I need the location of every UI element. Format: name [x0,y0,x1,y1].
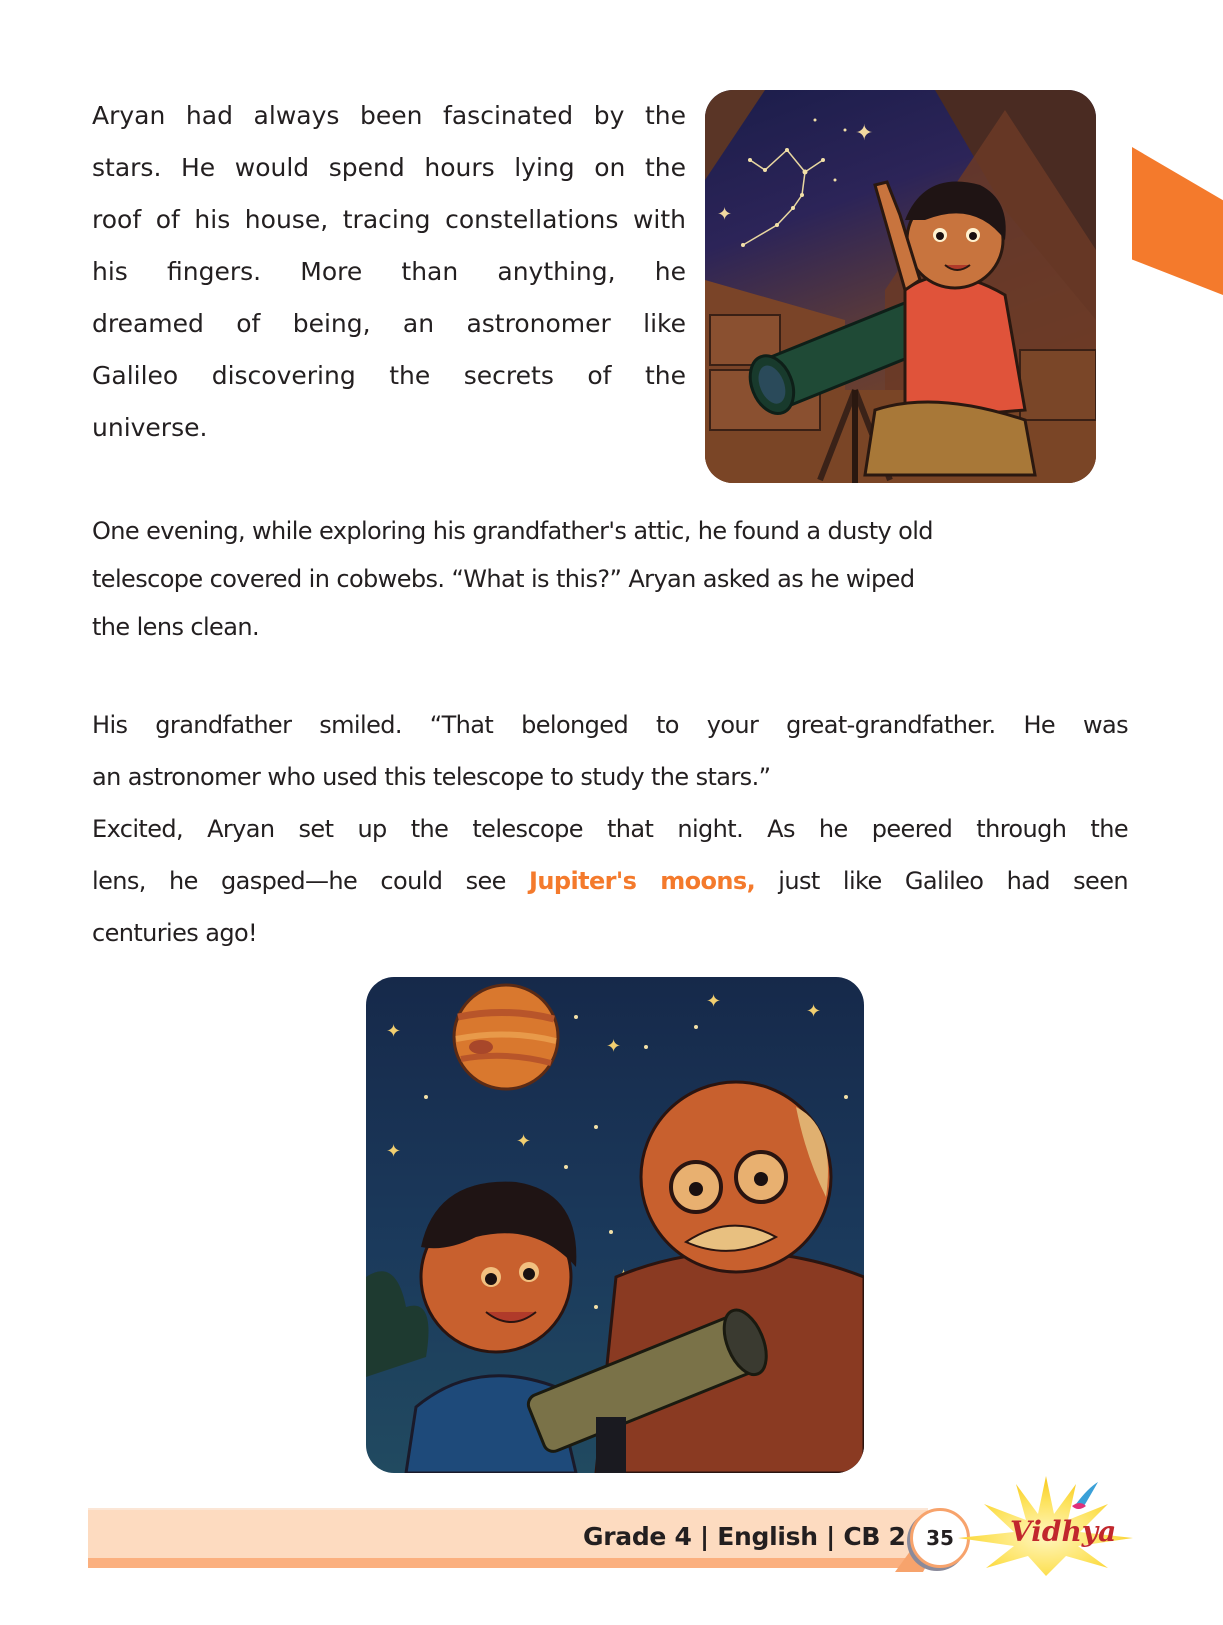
svg-text:✦: ✦ [516,1131,532,1152]
svg-text:✦: ✦ [606,1036,622,1057]
text-line: his fingers. More than anything, he [92,257,686,286]
text-line: One evening, while exploring his grandfather's attic, he found a dusty old [92,517,933,545]
text-line: Galileo discovering the secrets of the [92,361,686,390]
text-line: an astronomer who used this telescope to study the stars.” [92,763,771,791]
text-line [92,866,1128,896]
text-line: roof of his house, tracing constellations with [92,205,686,234]
text-line: telescope covered in cobwebs. “What is this?” Aryan asked as he wiped [92,565,915,593]
svg-text:✦: ✦ [717,204,733,225]
illustration-attic [705,90,1096,483]
attic-scene-icon [705,90,1096,483]
chapter-tab-marker [1132,147,1223,295]
svg-text:✦: ✦ [706,991,722,1012]
footer-bar-stripe [88,1558,928,1568]
text-line: Excited, Aryan set up the telescope that night. As he peered through the [92,815,1128,843]
illustration-night-sky [366,977,864,1473]
svg-text:✦: ✦ [855,121,874,146]
highlighted-term: Jupiter's moons, [529,867,756,895]
text-segment: just like Galileo had seen [755,867,1128,895]
text-line: Aryan had always been fascinated by the [92,101,686,130]
text-line: the lens clean. [92,613,259,641]
svg-text:✦: ✦ [806,1001,822,1022]
text-line: centuries ago! [92,919,258,947]
logo-wordmark: Vidhya [1010,1515,1117,1548]
svg-text:✦: ✦ [386,1141,402,1162]
footer-course-label: Grade 4 | English | CB 2 [583,1522,906,1551]
text-line: dreamed of being, an astronomer like [92,309,686,338]
text-line: stars. He would spend hours lying on the [92,153,686,182]
text-line: His grandfather smiled. “That belonged to your great-grandfather. He was [92,711,1128,739]
page-number-text: 35 [926,1526,954,1550]
night-scene-icon [366,977,864,1473]
svg-text:✦: ✦ [386,1021,402,1042]
text-line: universe. [92,413,208,442]
text-segment: lens, he gasped—he could see [92,867,530,895]
